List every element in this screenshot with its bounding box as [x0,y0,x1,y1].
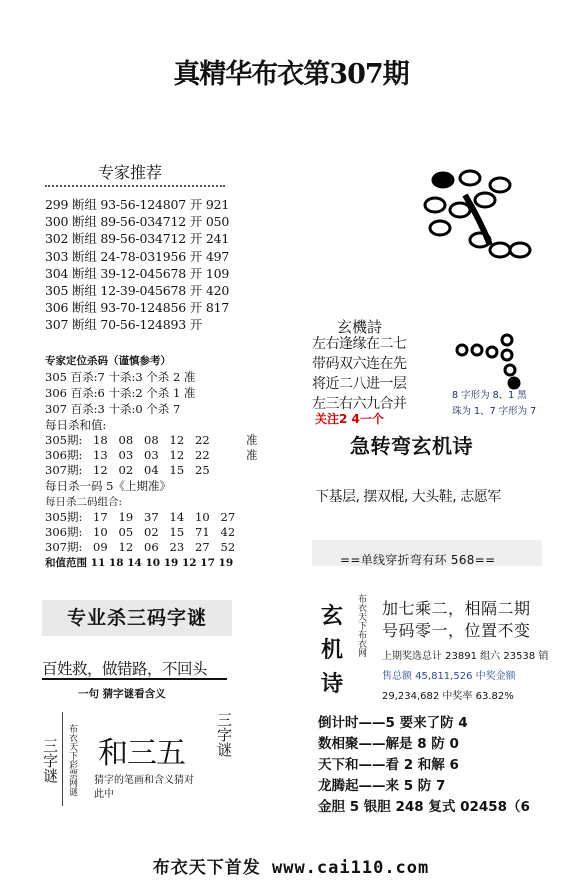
list-item: 天下和——看 2 和解 6 [318,757,459,773]
table-cell: 27 [195,540,210,554]
table-cell: 71 [195,525,210,539]
single-line: ==单线穿折弯有环 568== [340,553,496,567]
poem2-heading [320,600,350,702]
table-cell: 306期: [45,448,83,462]
list-item: 307 断组 70-56-124893 开 [45,317,203,333]
table-cell: 02 [144,525,159,539]
poem-line: 加七乘二，相隔二期 [382,599,531,618]
list-item: 306 断组 93-70-124856 开 817 [45,300,230,316]
table-cell: 305期: [45,510,83,524]
section-heading: 每日杀二码组合: [45,496,123,508]
table-cell: 27 [220,510,236,524]
list-item: 302 断组 89-56-034712 开 241 [45,231,230,247]
table-row [45,463,272,478]
list-item: 299 断组 93-56-124807 开 921 [45,197,230,212]
uturn-line: 下基层, 摆双棍, 大头鞋, 志愿军 [315,489,501,505]
sum-table [45,433,272,478]
list-item: 306 百杀:6 十杀:2 个杀 1 准 [45,386,196,400]
table-cell: 13 [93,448,108,462]
list-item: 300 断组 89-56-034712 开 050 [45,214,230,230]
riddle-left-label: 三字谜 [41,738,59,783]
stats-line: 29,234,682 中奖率 63.82% [382,691,514,702]
poem-line: 将近二八进一层 [312,376,407,392]
beads-note [452,388,536,420]
list-item: 305 断组 12-39-045678 开 420 [45,283,230,299]
note-line: 珠为 1、7 字形为 7 [452,406,537,417]
table-cell: 18 [93,433,108,447]
table-cell: 03 [118,448,134,462]
divider [45,185,225,191]
table-cell: 准 [246,433,258,447]
table-cell: 307期: [45,540,83,554]
table-cell: 04 [144,463,159,477]
list-item: 307 百杀:3 十杀:0 个杀 7 [45,402,181,416]
focus-note: 关注2 4一个 [315,412,384,426]
section-heading: 专家定位杀码（谨慎参考） [45,355,171,367]
poem2-lines [382,598,531,642]
table-row [45,448,272,463]
table-cell: 12 [169,448,185,462]
list-item: 305 百杀:7 十杀:3 个杀 2 准 [45,370,196,384]
lottery-stats [382,647,548,707]
table-cell: 02 [118,463,134,477]
expert-heading: 专家推荐 [98,163,163,182]
one-code-line: 每日杀一码 5《上期准》 [45,479,171,493]
xuanji-heading: 玄機詩 [337,318,383,336]
table-cell: 12 [118,540,134,554]
table-cell: 37 [144,510,159,524]
riddle-heading: 专业杀三码字谜 [42,600,232,636]
abacus-graphic [410,150,550,280]
table-row [45,525,272,540]
table-cell: 305期: [45,433,83,447]
poem-line: 左三右六九合并 [312,396,407,412]
table-cell: 06 [144,540,159,554]
xuanji-poem [312,334,407,414]
table-cell: 08 [118,433,134,447]
table-row [45,433,272,448]
expert-list [45,196,229,334]
table-cell: 22 [195,448,210,462]
note-line: 8 字形为 8、1 黑 [452,390,527,401]
table-cell: 15 [169,525,185,539]
table-cell: 10 [195,510,210,524]
two-code-table [45,510,272,555]
table-cell: 准 [246,448,258,462]
divider [42,678,227,680]
list-item: 304 断组 39-12-045678 开 109 [45,265,230,281]
poem2-vertical-text: 布衣天下布衣网 [356,594,366,657]
table-cell: 42 [220,525,236,539]
list-item: 倒计时——5 要来了防 4 [318,715,468,731]
table-cell: 17 [93,510,108,524]
table-row [45,540,272,555]
table-cell: 05 [118,525,134,539]
table-cell: 306期: [45,525,83,539]
riddle-right-label: 三字谜 [215,712,233,757]
table-cell: 22 [195,433,210,447]
table-cell: 14 [169,510,185,524]
table-cell: 52 [220,540,236,554]
table-cell: 12 [169,433,185,447]
section-heading: 每日杀和值: [45,418,107,432]
table-row [45,510,272,525]
list-item: 数相聚——解是 8 防 0 [318,736,459,752]
poem2-title: 玄机诗 [320,604,343,697]
uturn-heading: 急转弯玄机诗 [350,434,473,458]
table-cell: 23 [169,540,185,554]
list-item: 金胆 5 银胆 248 复式 02458（6 [318,799,530,815]
stats-line: 售总额 45,811,526 中奖金额 [382,671,516,682]
poem-line: 左右逢缘在二七 [312,336,407,352]
riddle-vertical-text: 布衣天下彩票网谜 [67,724,77,796]
list-item: 303 断组 24-78-031956 开 497 [45,248,230,264]
riddle-hint: 猜字的笔画和含义猜对此中 [94,775,194,800]
table-cell: 10 [93,525,108,539]
table-cell: 12 [93,463,108,477]
countdown-list [318,713,530,818]
list-item: 龙腾起——来 5 防 7 [318,778,446,794]
table-cell: 307期: [45,463,83,477]
riddle-line: 百姓救，做错路，不回头 [42,660,208,678]
riddle-note: 一句 猜字谜看含义 [78,688,166,700]
page-title: 真精华布衣第307期 [173,59,409,90]
poem-line: 带码双六连在先 [312,356,407,372]
table-cell: 03 [144,448,159,462]
table-cell: 09 [93,540,108,554]
table-cell: 08 [144,433,159,447]
positional-kill-section [45,353,272,571]
table-cell: 15 [169,463,185,477]
sum-range: 和值范围 11 18 14 10 19 12 17 19 [45,557,234,569]
beads-graphic [452,330,532,390]
table-cell: 25 [195,463,210,477]
table-cell: 19 [118,510,134,524]
stats-line: 上期奖选总计 23891 组六 23538 销 [382,651,549,662]
footer: 布衣天下首发 www.cai110.com [152,858,430,878]
riddle-big-text: 和三五 [98,736,185,771]
poem-line: 号码零一，位置不变 [382,621,531,640]
